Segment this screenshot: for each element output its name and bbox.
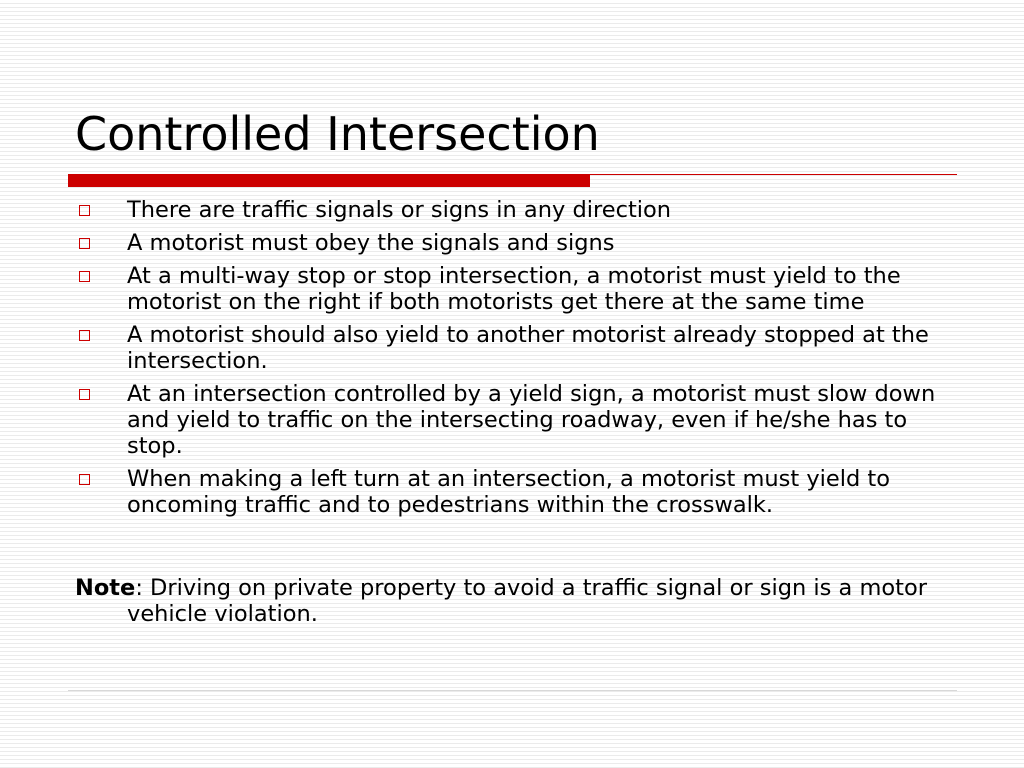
bullet-text: A motorist must obey the signals and signs [127,230,615,256]
title-accent-bar [68,174,590,187]
bullet-list [75,197,955,525]
bullet-item [75,466,955,518]
hollow-square-bullet-icon [79,238,90,249]
note-label: Note [75,575,136,601]
footer-rule [68,690,957,691]
hollow-square-bullet-icon [79,389,90,400]
hollow-square-bullet-icon [79,474,90,485]
slide-title: Controlled Intersection [75,107,600,161]
bullet-item [75,381,955,459]
bullet-item [75,230,955,256]
note-text: : Driving on private property to avoid a traffic signal or sign is a motor vehicle violation. [127,575,927,627]
bullet-item [75,197,955,223]
bullet-text: When making a left turn at an intersection, a motorist must yield to oncoming traffic and to pedestrians within the crosswalk. [127,466,891,518]
hollow-square-bullet-icon [79,330,90,341]
bullet-item [75,322,955,374]
bullet-text: At an intersection controlled by a yield sign, a motorist must slow down and yield to traffic on the intersecting roadway, even if he/she has to stop. [127,381,936,459]
hollow-square-bullet-icon [79,205,90,216]
bullet-text: There are traffic signals or signs in any direction [127,197,672,223]
note-paragraph [75,575,997,627]
bullet-text: A motorist should also yield to another motorist already stopped at the intersection. [127,322,929,374]
bullet-item [75,263,955,315]
hollow-square-bullet-icon [79,271,90,282]
bullet-text: At a multi-way stop or stop intersection, a motorist must yield to the motorist on the right if both motorists get there at the same time [127,263,901,315]
